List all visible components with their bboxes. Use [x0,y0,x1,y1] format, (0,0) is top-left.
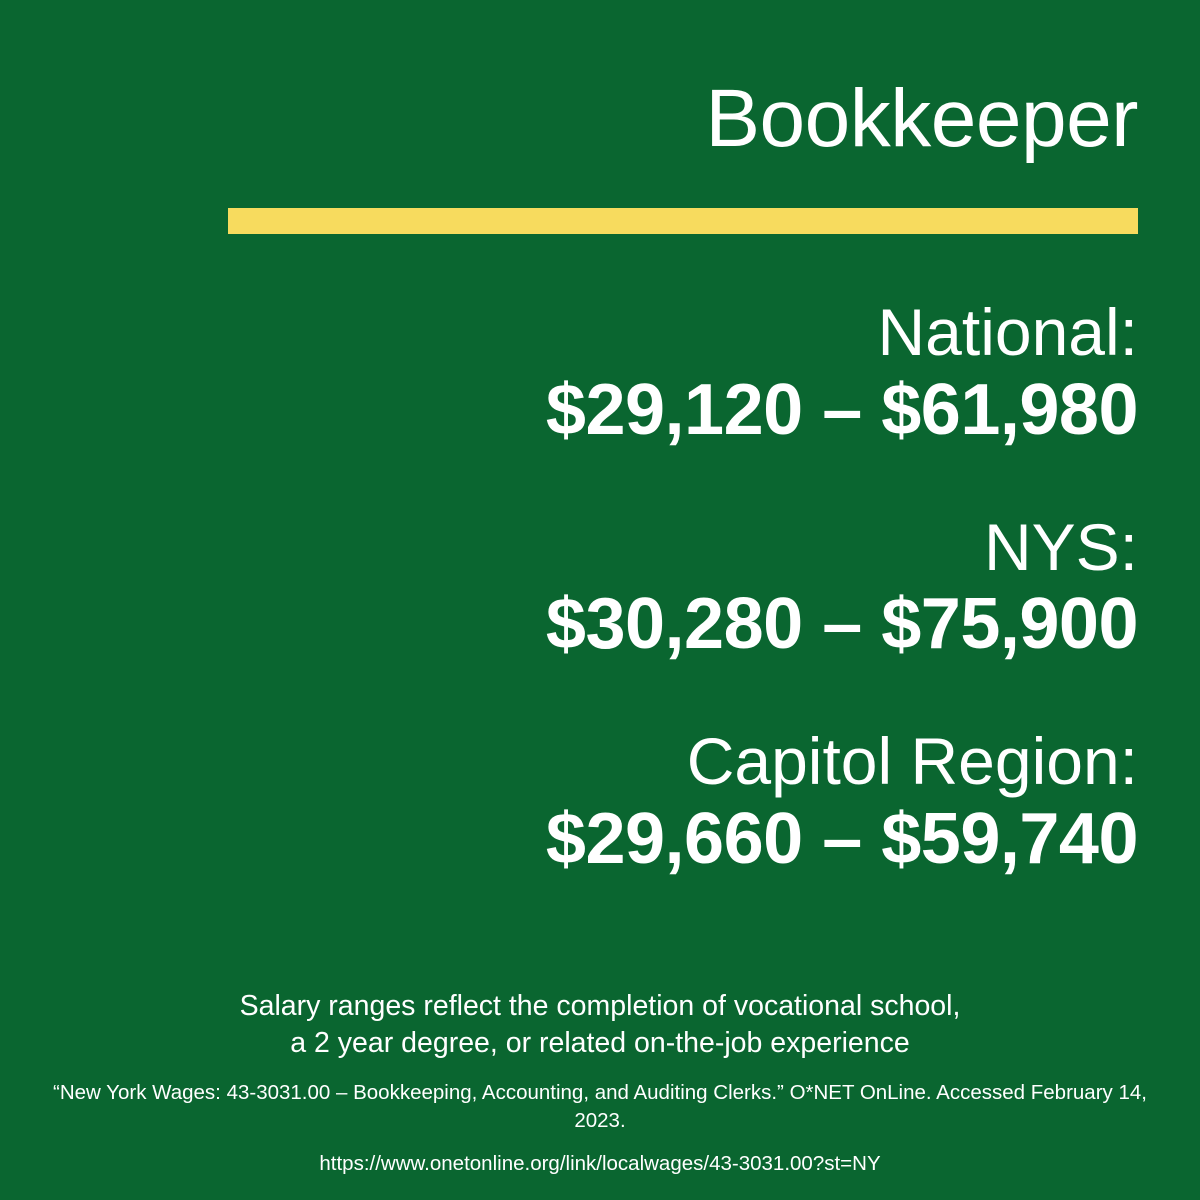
citation-line-1: “New York Wages: 43-3031.00 – Bookkeeping, Accounting, and Auditing Clerks.” O*NET OnLine. Accessed February 14, 2023. [53,1080,1147,1132]
note-line-2: a 2 year degree, or related on-the-job experience [290,1027,910,1060]
note-line-1: Salary ranges reflect the completion of vocational school, [239,989,961,1022]
title-block [0,0,1200,234]
footer [0,988,1200,1178]
wage-label: National: [877,295,1138,369]
wage-value: $29,660 – $59,740 [545,798,1138,879]
wage-group-capitol-region [62,725,1138,880]
wage-label: NYS: [983,509,1138,584]
wage-value: $29,120 – $61,980 [545,369,1138,450]
citation-line-2: https://www.onetonline.org/link/localwages/43-3031.00?st=NY [319,1152,881,1176]
wage-value: $30,280 – $75,900 [545,584,1138,665]
page-title: Bookkeeper [705,73,1138,164]
wage-label: Capitol Region: [686,724,1138,799]
wage-list [0,296,1200,940]
wage-group-national [62,296,1138,451]
wage-group-nys [62,511,1138,666]
accent-rule [228,208,1138,234]
